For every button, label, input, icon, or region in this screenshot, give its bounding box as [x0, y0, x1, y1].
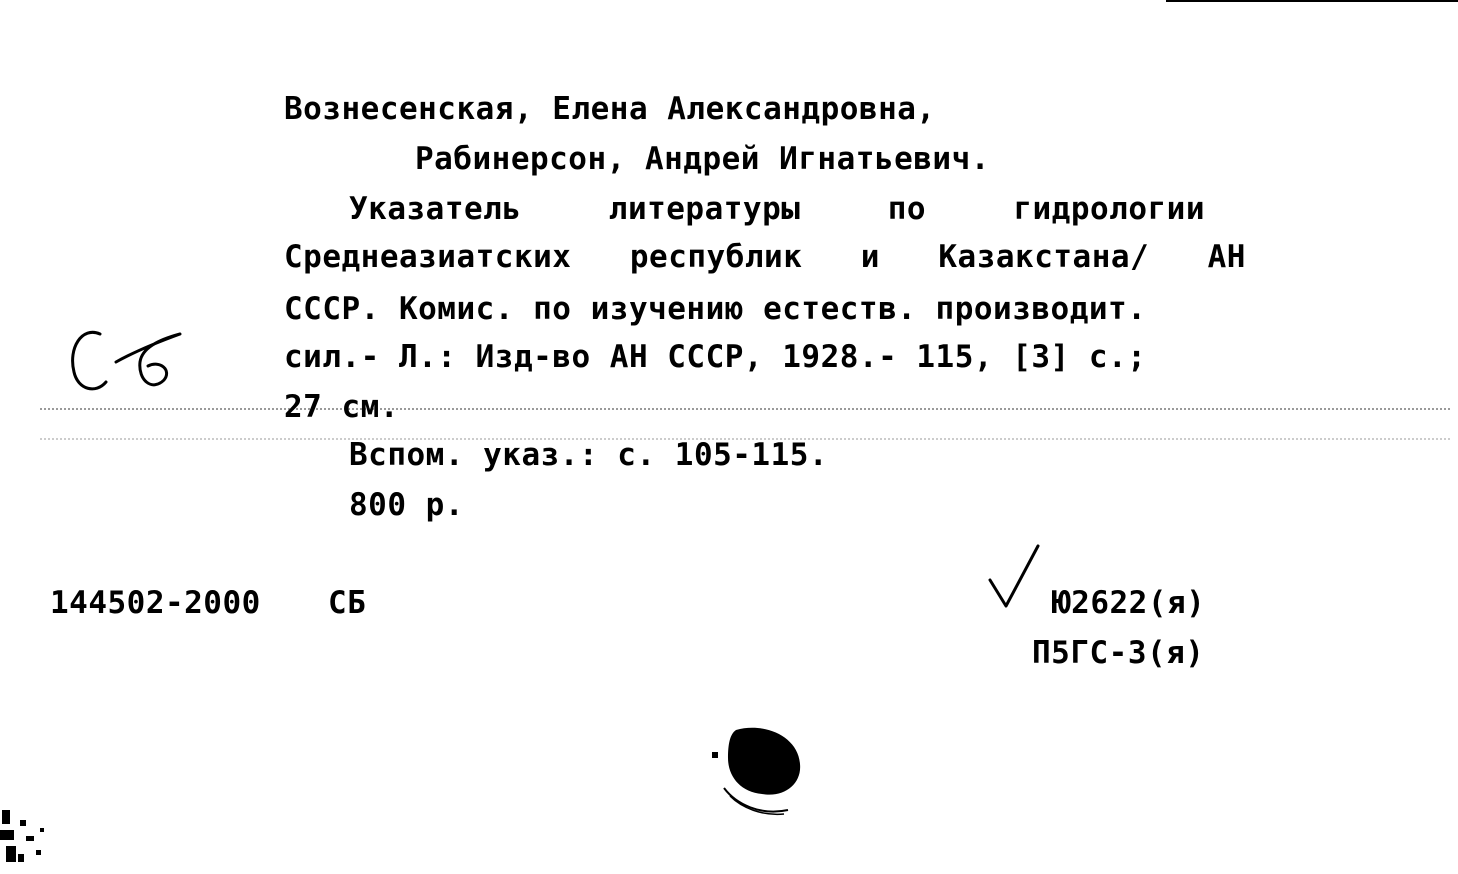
title-line-2: [284, 239, 1246, 275]
handwritten-mark: [60, 318, 190, 408]
title-word: Казакстана/: [938, 239, 1150, 275]
title-line-1: [349, 191, 1205, 227]
title-word: по: [887, 191, 927, 227]
index-note: Вспом. указ.: с. 105-115.: [349, 437, 829, 473]
imprint-line: сил.- Л.: Изд-во АН СССР, 1928.- 115, [3] с.;: [284, 339, 1147, 375]
check-mark-icon: [984, 540, 1044, 614]
fund-code: СБ: [328, 585, 367, 621]
accession-number: 144502-2000: [50, 585, 261, 621]
title-word: литературы: [608, 191, 801, 227]
title-word: Среднеазиатских: [284, 239, 572, 275]
shelfmark-2: П5ГС-3(я): [1032, 635, 1205, 671]
title-word: и: [860, 239, 880, 275]
physical-description: 27 см.: [284, 389, 399, 425]
title-line-3: СССР. Комис. по изучению естеств. производит.: [284, 291, 1147, 327]
scan-noise-line: [40, 408, 1450, 412]
author-heading: Вознесенская, Елена Александровна,: [284, 91, 936, 127]
title-word: Указатель: [349, 191, 522, 227]
punch-hole: [706, 724, 810, 824]
title-word: республик: [629, 239, 803, 275]
scan-speckles: [0, 800, 70, 874]
coauthor-heading: Рабинерсон, Андрей Игнатьевич.: [415, 141, 990, 177]
card-top-edge: [1166, 0, 1458, 2]
title-word: АН: [1207, 239, 1246, 275]
title-word: гидрологии: [1013, 191, 1205, 227]
price: 800 р.: [349, 487, 464, 523]
shelfmark-1: Ю2622(я): [1052, 585, 1206, 621]
